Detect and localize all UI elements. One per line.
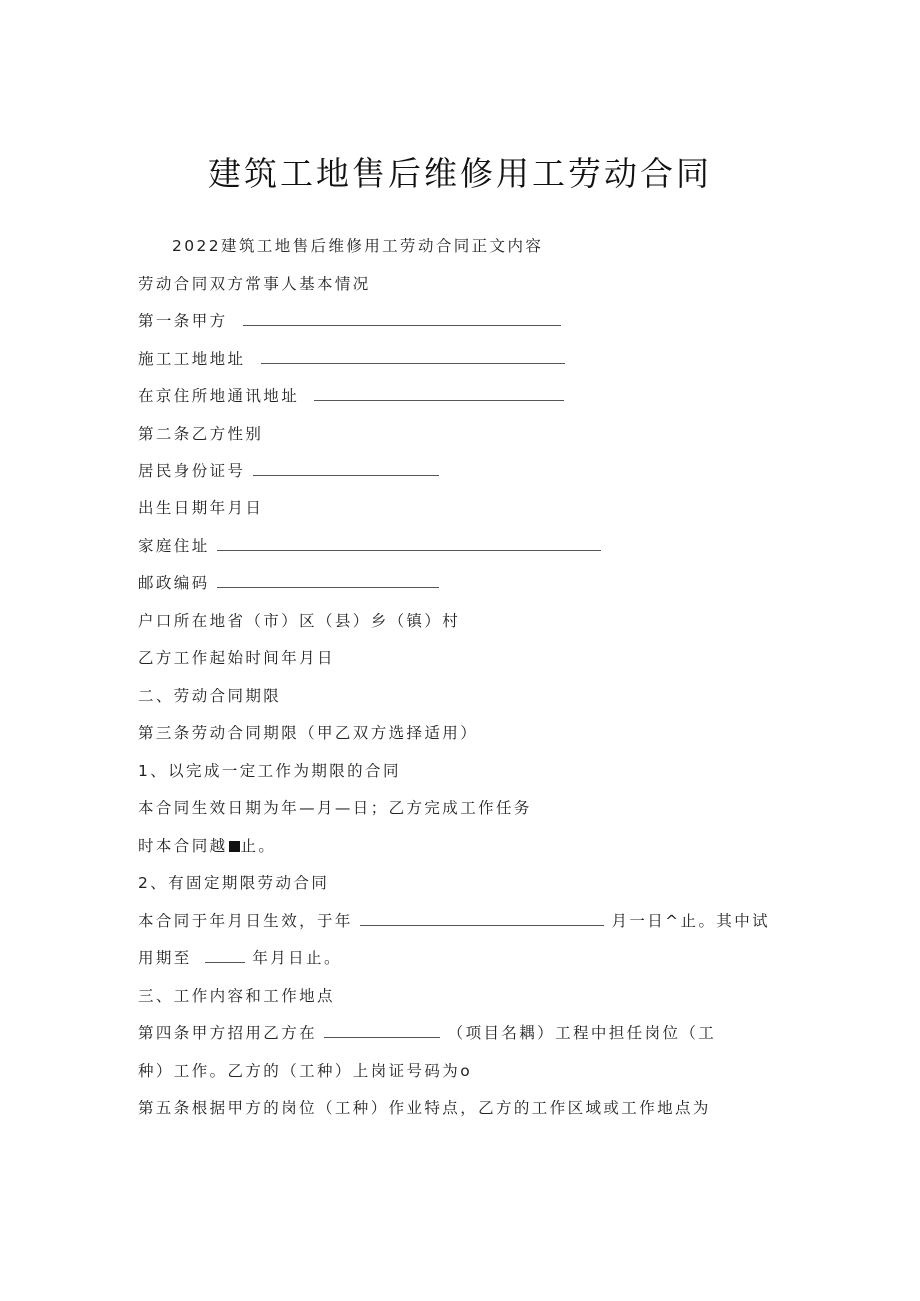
site-address-label: 施工工地地址 [138, 350, 246, 368]
project-name-blank[interactable] [324, 1023, 440, 1038]
beijing-address-line [138, 386, 564, 406]
site-address-blank[interactable] [261, 349, 565, 364]
section-2-heading: 二、劳动合同期限 [138, 687, 282, 705]
home-address-line [138, 536, 601, 556]
item-2-effective-text: 本合同于年月日生效，于年 [138, 912, 353, 930]
home-address-blank[interactable] [217, 536, 601, 551]
basic-info-line: 劳动合同双方常事人基本情况 [138, 275, 371, 293]
postal-code-label: 邮政编码 [138, 574, 210, 592]
id-number-line [138, 461, 439, 481]
probation-line [138, 948, 342, 968]
probation-text: 用期至 [138, 949, 192, 967]
article-4-text: 第四条甲方招用乙方在 [138, 1024, 318, 1042]
gender-line: 第二条乙方性别 [138, 425, 264, 443]
item-2-effective-suffix: 月一日^止。其中试 [611, 912, 771, 930]
black-square-glyph [229, 841, 240, 852]
item-1-end-suffix: 止。 [240, 837, 277, 855]
party-a-blank[interactable] [243, 311, 561, 326]
start-date-line: 乙方工作起始时间年月日 [138, 649, 335, 667]
beijing-address-label: 在京住所地通讯地址 [138, 387, 300, 405]
item-1-end-text: 时本合同越 [138, 837, 228, 855]
item-1-line: 1、以完成一定工作为期限的合同 [138, 762, 401, 780]
article-3-line: 第三条劳动合同期限（甲乙双方选择适用） [138, 724, 479, 742]
party-a-label: 第一条甲方 [138, 312, 228, 330]
birth-date-line: 出生日期年月日 [138, 499, 264, 517]
household-registration-line: 户口所在地省（市）区（县）乡（镇）村 [138, 612, 461, 630]
intro-line: 2022建筑工地售后维修用工劳动合同正文内容 [172, 237, 544, 255]
item-2-line: 2、有固定期限劳动合同 [138, 874, 330, 892]
id-number-label: 居民身份证号 [138, 462, 246, 480]
home-address-label: 家庭住址 [138, 537, 210, 555]
item-2-effective-line [138, 911, 770, 931]
article-4-line [138, 1023, 716, 1043]
item-2-end-year-blank[interactable] [360, 911, 604, 926]
item-1-end-line [138, 836, 276, 856]
site-address-line [138, 349, 565, 369]
probation-suffix: 年月日止。 [252, 949, 342, 967]
probation-year-blank[interactable] [205, 948, 245, 963]
postal-code-blank[interactable] [217, 573, 439, 588]
beijing-address-blank[interactable] [314, 386, 564, 401]
item-1-effective-line: 本合同生效日期为年—月—日；乙方完成工作任务 [138, 799, 532, 817]
article-4-continued-line: 种）工作。乙方的（工种）上岗证号码为o [138, 1062, 473, 1080]
section-3-heading: 三、工作内容和工作地点 [138, 987, 335, 1005]
postal-code-line [138, 573, 439, 593]
party-a-line [138, 311, 561, 331]
article-5-line: 第五条根据甲方的岗位（工种）作业特点，乙方的工作区域或工作地点为 [138, 1099, 711, 1117]
article-4-suffix: （项目名耦）工程中担任岗位（工 [447, 1024, 717, 1042]
id-number-blank[interactable] [253, 461, 439, 476]
document-title: 建筑工地售后维修用工劳动合同 [208, 154, 712, 193]
